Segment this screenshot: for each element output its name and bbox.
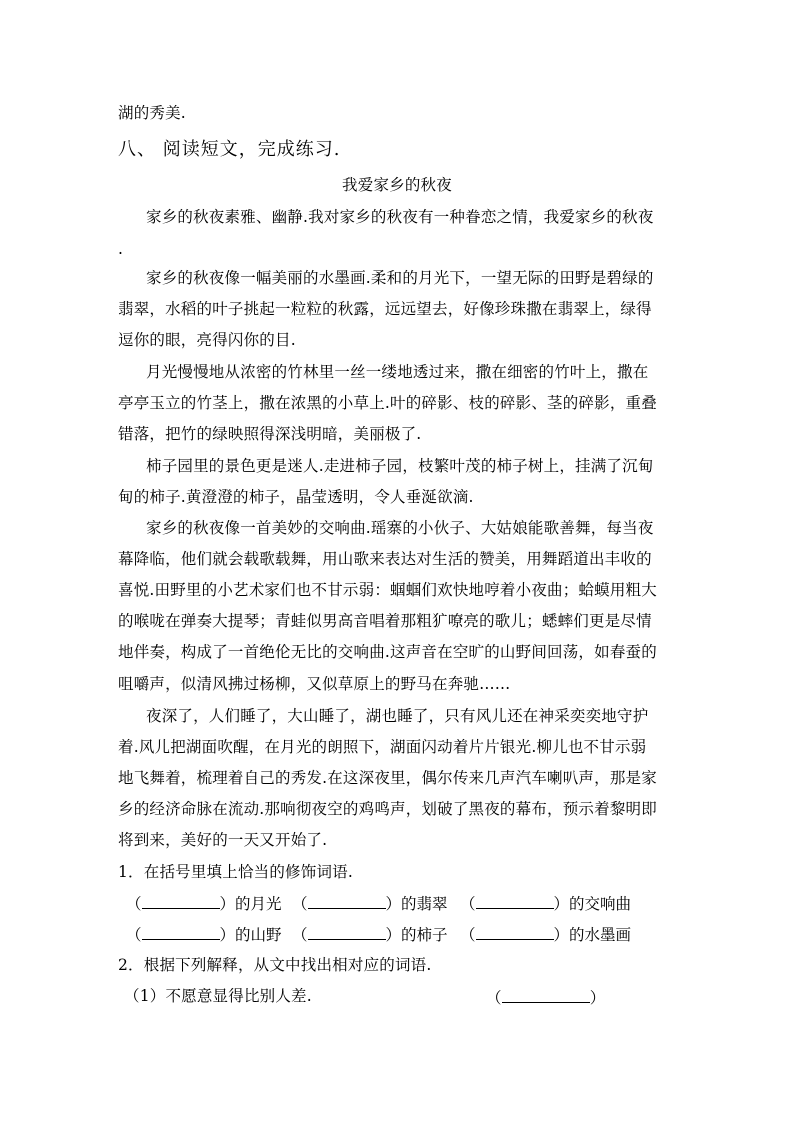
article-line: . [118, 240, 124, 258]
fill-blank-item: （ ）的交响曲 [460, 892, 631, 914]
fill-blank-item: （ ）的水墨画 [460, 923, 631, 945]
article-title: 我爱家乡的秋夜 [342, 176, 452, 194]
article-line: 家乡的秋夜像一首美妙的交响曲.瑶寨的小伙子、大姑娘能歌善舞，每当夜 [146, 519, 654, 537]
article-line: 柿子园里的景色更是迷人.走进柿子园，枝繁叶茂的柿子树上，挂满了沉甸 [146, 457, 654, 475]
article-line: 的喉咙在弹奏大提琴；青蛙似男高音唱着那粗犷嘹亮的歌儿；蟋蟀们更是尽情 [118, 612, 652, 630]
answer-blank[interactable] [142, 892, 220, 909]
section-heading: 八、 阅读短文，完成练习. [118, 139, 341, 160]
fill-blank-item: （ ）的山野 [126, 923, 282, 945]
article-line: 翡翠，水稻的叶子挑起一粒粒的秋露，远远望去，好像珍珠撒在翡翠上，绿得 [118, 300, 652, 318]
article-line: 地飞舞着，梳理着自己的秀发.在这深夜里，偶尔传来几声汽车喇叭声，那是家 [118, 769, 657, 787]
answer-blank[interactable] [142, 923, 220, 940]
question1-prompt: 1．在括号里填上恰当的修饰词语. [118, 863, 353, 881]
article-line: 乡的经济命脉在流动.那响彻夜空的鸡鸣声，划破了黑夜的幕布，预示着黎明即 [118, 800, 657, 818]
article-line: 将到来，美好的一天又开始了. [118, 831, 328, 849]
intro-line: 湖的秀美. [118, 104, 186, 122]
article-line: 夜深了，人们睡了，大山睡了，湖也睡了，只有风儿还在神采奕奕地守护 [146, 707, 649, 725]
question2-item1-answer: （ ） [486, 986, 605, 1008]
article-line: 亭亭玉立的竹茎上，撒在浓黑的小草上.叶的碎影、枝的碎影、茎的碎影，重叠 [118, 394, 657, 412]
fill-blank-item: （ ）的翡翠 [292, 892, 448, 914]
fill-blank-item: （ ）的月光 [126, 892, 282, 914]
article-line: 地伴奏，构成了一首绝伦无比的交响曲.这声音在空旷的山野间回荡，如春蚕的 [118, 643, 657, 661]
answer-blank[interactable] [476, 892, 554, 909]
article-line: 逗你的眼，亮得闪你的目. [118, 331, 296, 349]
question2-item1: （1）不愿意显得比别人差. [124, 987, 312, 1005]
question2-prompt: 2．根据下列解释，从文中找出相对应的词语. [118, 956, 432, 974]
article-line: 甸的柿子.黄澄澄的柿子，晶莹透明，令人垂涎欲滴. [118, 488, 474, 506]
article-line: 咀嚼声，似清风拂过杨柳，又似草原上的野马在奔驰…… [118, 675, 511, 693]
article-line: 着.风儿把湖面吹醒，在月光的朗照下，湖面闪动着片片银光.柳儿也不甘示弱 [118, 738, 647, 756]
answer-blank[interactable] [308, 923, 386, 940]
answer-blank[interactable] [502, 986, 590, 1003]
article-line: 喜悦.田野里的小艺术家们也不甘示弱：蝈蝈们欢快地哼着小夜曲；蛤蟆用粗大 [118, 581, 657, 599]
article-line: 月光慢慢地从浓密的竹林里一丝一缕地透过来，撒在细密的竹叶上，撒在 [146, 363, 649, 381]
answer-blank[interactable] [476, 923, 554, 940]
article-line: 幕降临，他们就会载歌载舞，用山歌来表达对生活的赞美，用舞蹈道出丰收的 [118, 550, 652, 568]
article-line: 家乡的秋夜素雅、幽静.我对家乡的秋夜有一种眷恋之情，我爱家乡的秋夜 [146, 208, 654, 226]
fill-blank-item: （ ）的柿子 [292, 923, 448, 945]
answer-blank[interactable] [308, 892, 386, 909]
article-line: 错落，把竹的绿映照得深浅明暗，美丽极了. [118, 425, 422, 443]
article-line: 家乡的秋夜像一幅美丽的水墨画.柔和的月光下，一望无际的田野是碧绿的 [146, 269, 654, 287]
